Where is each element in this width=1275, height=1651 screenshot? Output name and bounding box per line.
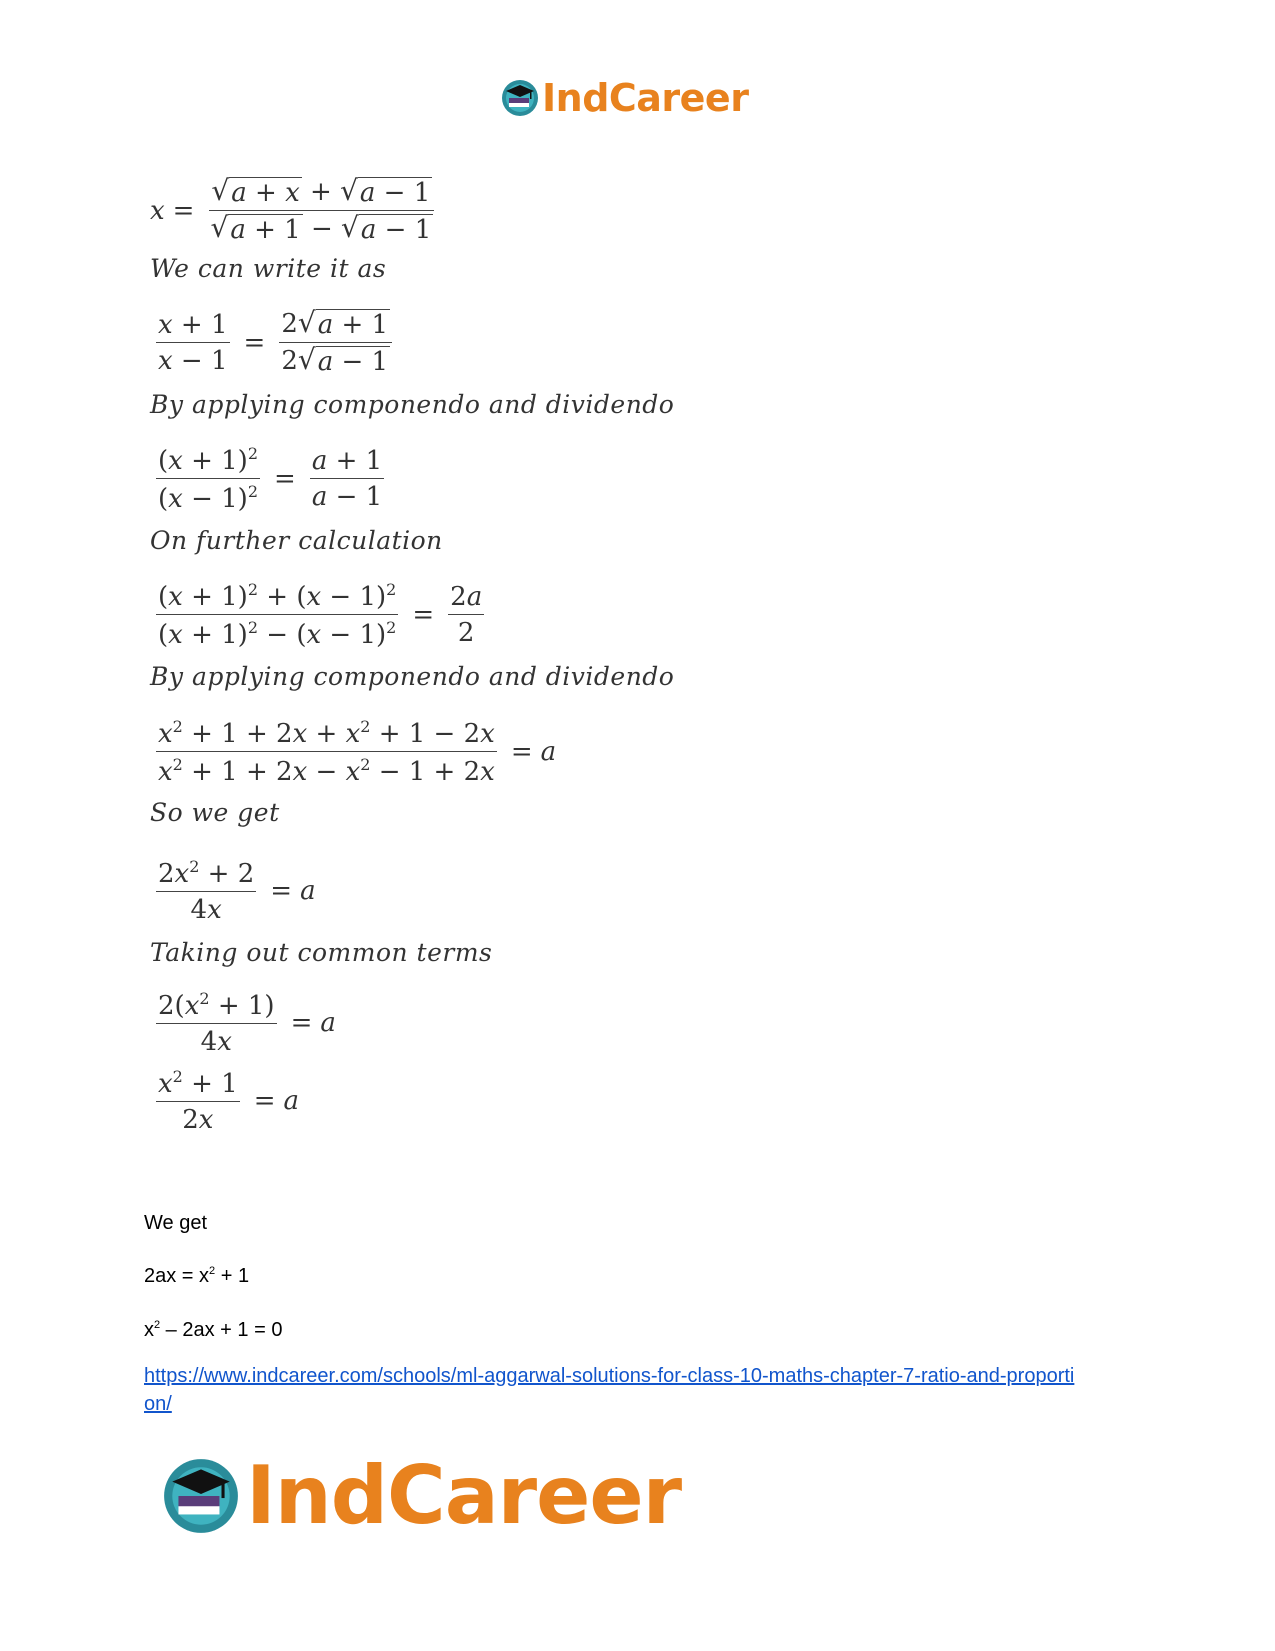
footer-logo [160, 1449, 682, 1542]
step-text: On further calculation [150, 526, 443, 555]
we-get-text: We get [144, 1212, 207, 1234]
equation-line-1: $2ax = x^2 + 1$ [144, 1265, 250, 1287]
step-text: Taking out common terms [150, 938, 493, 967]
graduation-cap-book-icon [160, 1455, 242, 1537]
graduation-cap-book-icon [500, 78, 540, 118]
equation-expanded: $\frac{x^2 + 1 + 2x + x^2 + 1 - 2x}{x^2 + 1 + 2x - x^2 - 1 + 2x}$ = a [158, 717, 557, 787]
solution-content [150, 172, 1050, 1140]
equation-rewrite: $\frac{x + 1}{x - 1}$ = 2 √ a + 1 2 √ a − 1 [150, 302, 1050, 384]
equation-common-terms: $\frac{2(x^2 + 1)}{4x}$ = a [158, 989, 336, 1057]
header-logo [500, 78, 748, 118]
equation-given: x = √ a + x + √ a − 1 √ a + 1 − √ a − 1 [150, 172, 1050, 250]
equation-reduced: $\frac{x^2 + 1}{2x}$ = a [158, 1067, 300, 1135]
equation-line-2: $x^2 - 2ax + 1 = 0$ [144, 1319, 283, 1341]
equation-simplified: $\frac{2x^2 + 2}{4x}$ = a [158, 857, 316, 925]
step-text: By applying componendo and dividendo [150, 662, 675, 691]
logo-text: IndCareer [542, 76, 749, 120]
source-link[interactable]: https://www.indcareer.com/schools/ml-aggarwal-solutions-for-class-10-maths-chapter-7-ratio-and-proportion/ [144, 1365, 1075, 1415]
logo-text: IndCareer [246, 1449, 682, 1542]
step-text: We can write it as [150, 254, 387, 283]
step-text: By applying componendo and dividendo [150, 390, 675, 419]
equation-componendo: $\frac{(x + 1)^2 + (x - 1)^2}{(x + 1)^2 - (x - 1)^2}$ = $\frac{2a}{2}$ [158, 580, 483, 650]
equation-squared: $\frac{(x + 1)^2}{(x - 1)^2}$ = $\frac{a + 1}{a - 1}$ [158, 444, 383, 514]
step-text: So we get [150, 798, 280, 827]
